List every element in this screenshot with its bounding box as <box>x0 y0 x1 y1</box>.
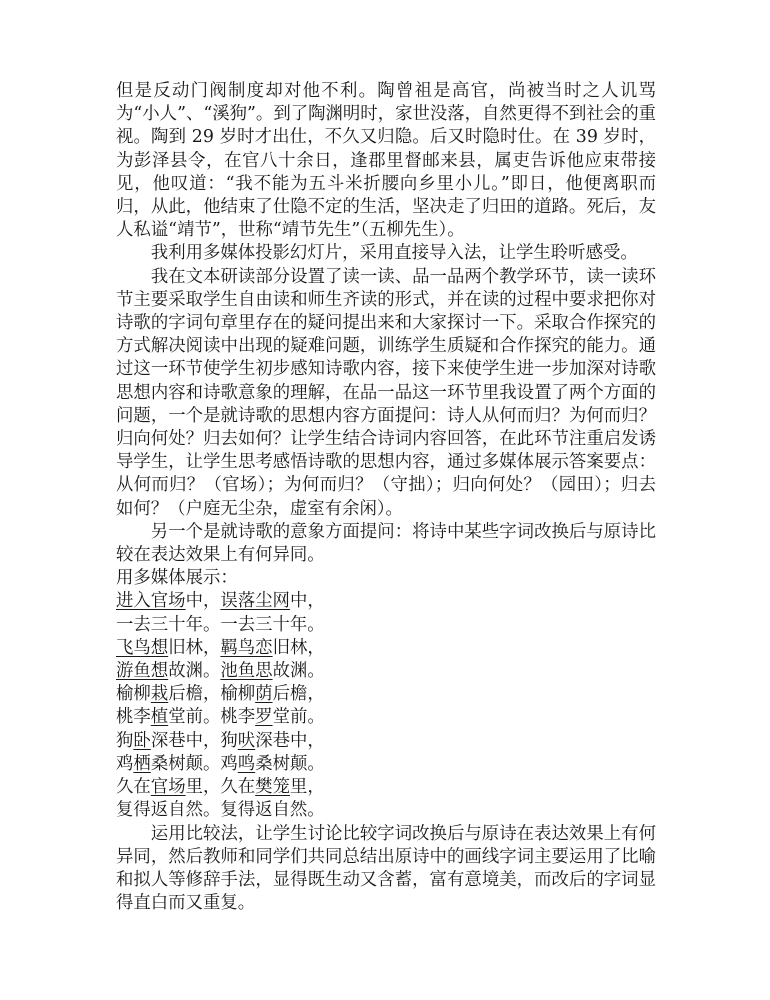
poem-line <box>116 637 656 660</box>
poem-text: 堂前。 <box>272 707 325 728</box>
underlined-word: 罗 <box>255 707 273 728</box>
underlined-word: 植 <box>150 707 169 728</box>
poem-line <box>116 660 656 683</box>
poem-text: 狗 <box>116 730 134 751</box>
poem-text: 中， <box>289 591 325 612</box>
underlined-word: 进入官场 <box>116 591 186 612</box>
poem-comparison <box>116 590 656 822</box>
underlined-word: 误落尘网 <box>220 591 290 612</box>
underlined-word: 吠 <box>237 730 256 751</box>
poem-text: 深巷中， <box>255 730 325 751</box>
poem-text: 堂前。桃李 <box>168 707 256 728</box>
poem-text: 故渊。 <box>272 661 325 682</box>
poem-line <box>116 753 656 776</box>
poem-text: 中， <box>185 591 221 612</box>
poem-line <box>116 776 656 799</box>
paragraph-biography: 但是反动门阀制度却对他不利。陶曾祖是高官，尚被当时之人讥骂为“小人”、“溪狗”。到了陶渊明时，家世没落，自然更得不到社会的重视。陶到 29 岁时才出仕，不久又归隐。后又时隐时仕。在 39 岁时，为彭泽县令，在官八十余日，逢郡里督邮来县，属吏告诉他应束带接见，他叹道：“我不能为五斗米折腰向乡里小儿。”即日，他便离职而归，从此，他结束了仕隐不定的生活，坚决走了归田的道路。死后，友人私谥“靖节”，世称“靖节先生”（五柳先生）。 <box>116 81 656 241</box>
poem-text: 深巷中，狗 <box>150 730 238 751</box>
poem-text: 旧林， <box>272 637 325 658</box>
poem-text: 旧林， <box>168 637 221 658</box>
underlined-word: 荫 <box>255 684 273 705</box>
underlined-word: 栖 <box>133 753 151 774</box>
poem-line <box>116 799 656 822</box>
paragraph-text-study: 我在文本研读部分设置了读一读、品一品两个教学环节，读一读环节主要采取学生自由读和师生齐读的形式，并在读的过程中要求把你对诗歌的字词句章里存在的疑问提出来和大家探讨一下。采取合作探究的方式解决阅读中出现的疑难问题，训练学生质疑和合作探究的能力。通过这一环节使学生初步感知诗歌内容，接下来使学生进一步加深对诗歌思想内容和诗歌意象的理解，在品一品这一环节里我设置了两个方面的问题，一个是就诗歌的思想内容方面提问：诗人从何而归？为何而归？归向何处？归去如何？让学生结合诗词内容回答，在此环节注重启发诱导学生，让学生思考感悟诗歌的思想内容，通过多媒体展示答案要点：从何而归？（官场）；为何而归？（守拙）；归向何处？（园田）；归去如何？（户庭无尘杂，虚室有余闲）。 <box>116 266 656 519</box>
poem-text: 故渊。 <box>168 661 221 682</box>
underlined-word: 官场 <box>150 777 186 798</box>
poem-text: 桑树颠。 <box>255 753 325 774</box>
underlined-word: 栽 <box>150 684 169 705</box>
poem-text: 复得返自然。复得返自然。 <box>116 800 325 821</box>
poem-text: 榆柳 <box>116 684 151 705</box>
poem-text: 后檐， <box>272 684 325 705</box>
underlined-word: 卧 <box>133 730 151 751</box>
poem-text: 后檐，榆柳 <box>168 684 256 705</box>
poem-text: 鸡 <box>116 753 134 774</box>
underlined-word: 羁鸟恋 <box>220 637 273 658</box>
paragraph-intro-method: 我利用多媒体投影幻灯片，采用直接导入法，让学生聆听感受。 <box>150 243 638 264</box>
poem-line <box>116 706 656 729</box>
poem-text: 里， <box>289 777 325 798</box>
underlined-word: 鸣 <box>237 753 256 774</box>
paragraph-comparison-summary: 运用比较法，让学生讨论比较字词改换后与原诗在表达效果上有何异同，然后教师和同学们共同总结出原诗中的画线字词主要运用了比喻和拟人等修辞手法，显得既生动又含蓄，富有意境美，而改后的字词显得直白而又重复。 <box>116 823 656 914</box>
paragraph-imagery-question: 另一个是就诗歌的意象方面提问：将诗中某些字词改换后与原诗比较在表达效果上有何异同。 <box>116 521 656 566</box>
paragraph-multimedia-label: 用多媒体展示： <box>116 568 238 589</box>
poem-line <box>116 730 656 753</box>
poem-line <box>116 590 656 613</box>
poem-line <box>116 614 656 637</box>
underlined-word: 池鱼思 <box>220 661 273 682</box>
underlined-word: 樊笼 <box>255 777 290 798</box>
poem-text: 久在 <box>116 777 151 798</box>
poem-text: 桃李 <box>116 707 151 728</box>
poem-text: 里，久在 <box>185 777 256 798</box>
underlined-word: 游鱼想 <box>116 661 169 682</box>
poem-line <box>116 683 656 706</box>
poem-text: 一去三十年。一去三十年。 <box>116 614 325 635</box>
underlined-word: 飞鸟想 <box>116 637 169 658</box>
poem-text: 桑树颠。鸡 <box>150 753 238 774</box>
document-page <box>116 80 656 915</box>
